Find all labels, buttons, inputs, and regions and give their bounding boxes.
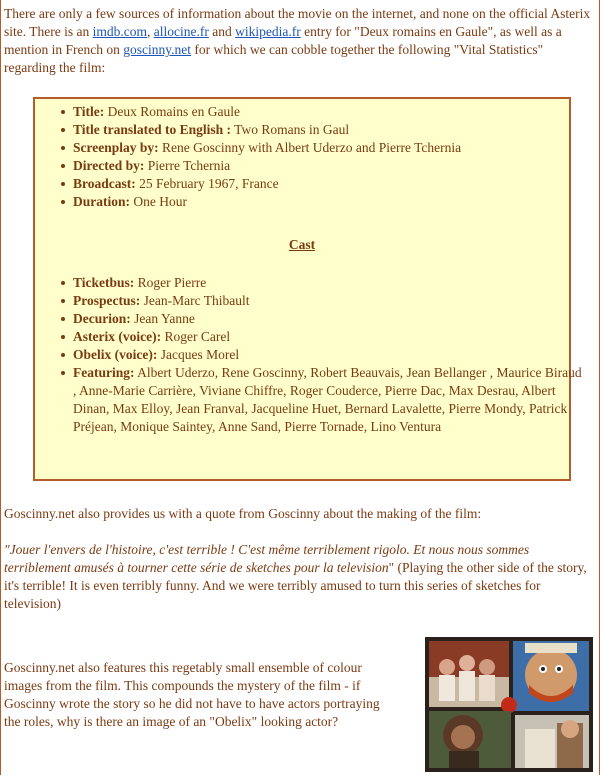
cast-role: Asterix (voice): (73, 329, 162, 344)
intro-text-5: for which we can cobble together the following "Vital Statistics" regarding the film: (4, 42, 544, 75)
goscinny-quote (4, 541, 592, 613)
goscinny-link[interactable]: goscinny.net (123, 42, 191, 57)
wikipedia-link[interactable]: wikipedia.fr (235, 24, 301, 39)
quote-french: "Jouer l'envers de l'histoire, c'est terrible ! C'est même terriblement rigolo. Et nous nous sommes terriblement amusés à tourner cette série de sketches pour la television (4, 542, 530, 575)
cast-actor: Albert Uderzo, Rene Goscinny, Robert Beauvais, Jean Bellanger , Maurice Biraud , Anne-Marie Carrière, Viviane Chiffre, Roger Couderce, Pierre Dac, Max Desrau, Albert Dinan, Max Elloy, Jean Franval, Jacqueline Huet, Bernard Lavalette, Pierre Mondy, Patrick Préjean, Monique Saintey, Anne Sand, Pierre Tornade, Lino Ventura (73, 365, 582, 434)
film-stills-image (425, 637, 593, 772)
list-item (73, 310, 583, 328)
cast-heading: Cast (288, 237, 316, 252)
list-item (73, 328, 583, 346)
list-item (73, 193, 583, 211)
images-paragraph: Goscinny.net also features this regetably small ensemble of colour images from the film. This compounds the mystery of the film - if Goscinny wrote the story so he did not have to have actors portraying the roles, why is there an image of an "Obelix" looking actor? (4, 660, 380, 729)
stat-label: Title: (73, 104, 105, 119)
stat-label: Broadcast: (73, 176, 136, 191)
stat-label: Title translated to English : (73, 122, 232, 137)
stats-list (35, 103, 583, 211)
stat-label: Duration: (73, 194, 130, 209)
film-stills-collage (425, 637, 593, 772)
stat-value: Pierre Tchernia (144, 158, 231, 173)
intro-text-1: There are only a few sources of information about the movie on the internet, and none on the official Asterix site. There is an (4, 6, 591, 39)
cast-role: Obelix (voice): (73, 347, 158, 362)
cast-role: Prospectus: (73, 293, 141, 308)
list-item (73, 103, 583, 121)
vital-statistics-box (33, 97, 582, 481)
cast-actor: Jean Yanne (130, 311, 195, 326)
cast-actor: Jean-Marc Thibault (140, 293, 250, 308)
intro-text-2: , (146, 24, 154, 39)
intro-paragraph (4, 5, 592, 77)
cast-actor: Jacques Morel (157, 347, 240, 362)
stat-label: Screenplay by: (73, 140, 159, 155)
imdb-link[interactable]: imdb.com (92, 24, 147, 39)
stat-value: Rene Goscinny with Albert Uderzo and Pierre Tchernia (158, 140, 462, 155)
list-item (73, 292, 583, 310)
cast-actor: Roger Carel (161, 329, 231, 344)
stat-value: One Hour (130, 194, 187, 209)
list-item (73, 175, 583, 193)
intro-text-4: entry for "Deux romains en Gaule", as well as a mention in French on (4, 24, 562, 57)
intro-text-3: and (208, 24, 236, 39)
list-item (73, 121, 583, 139)
list-item (73, 157, 583, 175)
cast-list (35, 274, 583, 436)
cast-role: Featuring: (73, 365, 135, 380)
list-item (73, 346, 583, 364)
cast-role: Ticketbus: (73, 275, 135, 290)
quote-english: " (Playing the other side of the story, it's terrible! It is even terribly funny. And we were terribly amused to turn this series of sketches for television) (4, 560, 587, 611)
list-item (73, 139, 583, 157)
cast-actor: Roger Pierre (134, 275, 207, 290)
cast-role: Decurion: (73, 311, 131, 326)
list-item (73, 364, 583, 436)
stat-value: 25 February 1967, France (135, 176, 279, 191)
stat-value: Two Romans in Gaul (231, 122, 350, 137)
allocine-link[interactable]: allocine.fr (153, 24, 209, 39)
list-item (73, 274, 583, 292)
stat-value: Deux Romains en Gaule (104, 104, 240, 119)
stat-label: Directed by: (73, 158, 145, 173)
quote-intro-paragraph: Goscinny.net also provides us with a quote from Goscinny about the making of the film: (4, 506, 482, 521)
